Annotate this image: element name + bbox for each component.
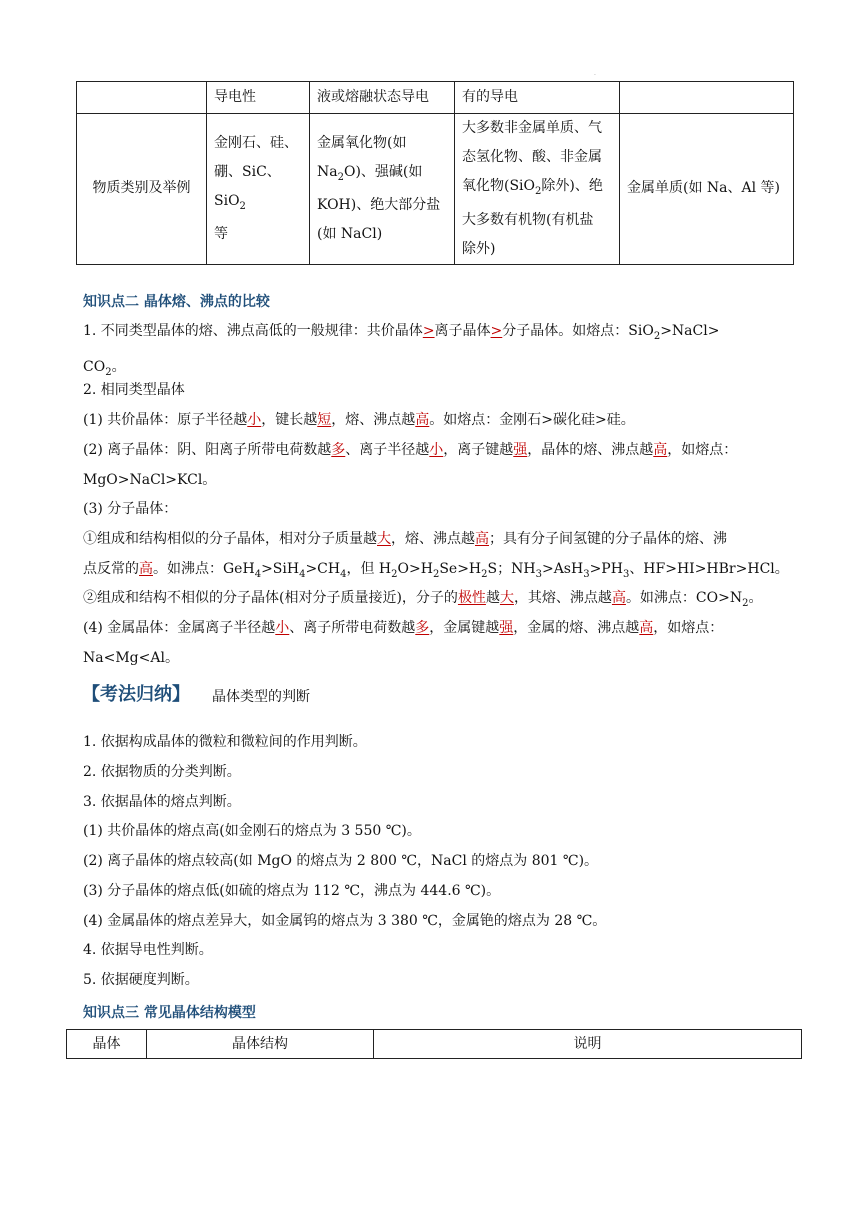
- paragraph: 2. 相同类型晶体: [83, 382, 185, 398]
- kaofa-subtitle: 晶体类型的判断: [212, 689, 310, 705]
- paragraph: ②组成和结构不相似的分子晶体(相对分子质量接近)，分子的极性越大，其熔、沸点越高。如沸点：$CO>N_2$。: [83, 590, 763, 609]
- row-label: 物质类别及举例: [77, 114, 207, 265]
- table-cell: 有的导电: [455, 82, 620, 114]
- list-item: (4) 金属晶体的熔点差异大，如金属钨的熔点为 3 380 ℃，金属铯的熔点为 28 ℃。: [83, 913, 607, 929]
- list-item: 5. 依据硬度判断。: [83, 972, 199, 988]
- paragraph: (1) 共价晶体：原子半径越小，键长越短，熔、沸点越高。如熔点：金刚石>碳化硅>硅。: [83, 412, 635, 428]
- paragraph: 1. 不同类型晶体的熔、沸点高低的一般规律：共价晶体>离子晶体>分子晶体。如熔点：SiO$_2$>NaCl> $CO_2$。: [83, 323, 720, 378]
- kaofa-heading: 【考法归纳】: [82, 684, 190, 705]
- table-header-cell: 晶体结构: [147, 1030, 374, 1059]
- list-item: 3. 依据晶体的熔点判断。: [83, 794, 241, 810]
- table-cell: 金属氧化物(如 $Na_2O$)、强碱(如 KOH)、绝大部分盐 (如 NaCl): [310, 114, 455, 265]
- crystal-structure-table: [66, 1029, 802, 1059]
- paragraph: (2) 离子晶体：阴、阳离子所带电荷数越多、离子半径越小，离子键越强，晶体的熔、沸点越高，如熔点： MgO>NaCl>KCl。: [83, 442, 738, 488]
- table-header-cell: 说明: [374, 1030, 802, 1059]
- table-cell: 大多数非金属单质、气 态氢化物、酸、非金属 氧化物(SiO$_2$除外)、绝 大多数有机物(有机盐 除外): [455, 114, 620, 265]
- scan-dot: .: [594, 70, 596, 77]
- table-cell: 金属单质(如 Na、Al 等): [620, 114, 794, 265]
- table-row: [77, 82, 794, 114]
- section-title: 知识点三 常见晶体结构模型: [83, 1005, 256, 1021]
- list-item: (2) 离子晶体的熔点较高(如 MgO 的熔点为 2 800 ℃，NaCl 的熔点为 801 ℃)。: [83, 853, 599, 869]
- list-item: 2. 依据物质的分类判断。: [83, 764, 241, 780]
- table-header-cell: 晶体: [67, 1030, 147, 1059]
- list-item: (1) 共价晶体的熔点高(如金刚石的熔点为 3 550 ℃)。: [83, 823, 421, 839]
- table-row: [77, 114, 794, 265]
- paragraph: ①组成和结构相似的分子晶体，相对分子质量越大，熔、沸点越高；具有分子间氢键的分子晶体的熔、沸 点反常的高。如沸点：$GeH_4>SiH_4>CH_4$，但 $H_2O>H_2Se>H_2S$；$NH_3>AsH_3>PH_3$、HF>HI>HBr>HCl。: [83, 531, 789, 580]
- table-cell: 金刚石、硅、 硼、SiC、SiO$_2$ 等: [207, 114, 310, 265]
- list-item: 4. 依据导电性判断。: [83, 942, 213, 958]
- table-row: [67, 1030, 802, 1059]
- table-cell: 液或熔融状态导电: [310, 82, 455, 114]
- paragraph: (4) 金属晶体：金属离子半径越小、离子所带电荷数越多，金属键越强，金属的熔、沸点越高，如熔点： Na<Mg<Al。: [83, 620, 724, 666]
- table-cell: [77, 82, 207, 114]
- section-title: 知识点二 晶体熔、沸点的比较: [83, 294, 270, 310]
- list-item: 1. 依据构成晶体的微粒和微粒间的作用判断。: [83, 734, 367, 750]
- table-cell: 导电性: [207, 82, 310, 114]
- paragraph: (3) 分子晶体：: [83, 501, 178, 517]
- crystal-comparison-table: [76, 81, 794, 265]
- list-item: (3) 分子晶体的熔点低(如硫的熔点为 112 ℃，沸点为 444.6 ℃)。: [83, 883, 501, 899]
- table-cell: [620, 82, 794, 114]
